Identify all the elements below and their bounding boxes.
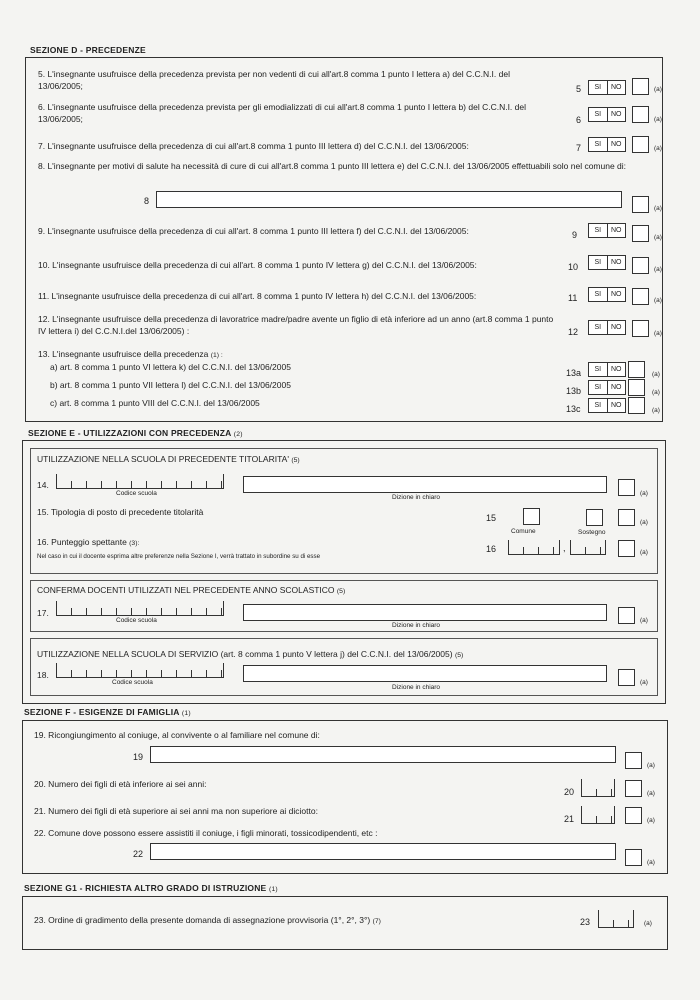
section-d-title: SEZIONE D - PRECEDENZE bbox=[30, 45, 146, 55]
item-15-comune-check[interactable] bbox=[523, 508, 540, 525]
item-21-number: 21 bbox=[564, 814, 575, 824]
item-8-check[interactable] bbox=[632, 196, 649, 213]
note-a: (a) bbox=[640, 490, 648, 497]
item-15-sostegno-check[interactable] bbox=[586, 509, 603, 526]
dizione-caption: Dizione in chiaro bbox=[392, 684, 441, 691]
section-g1-label: SEZIONE G1 - RICHIESTA ALTRO GRADO DI ISTRUZIONE bbox=[24, 883, 267, 893]
note-a: (a) bbox=[640, 519, 648, 526]
item-8-text: 8. L'insegnante per motivi di salute ha necessità di cure di cui all'art.8 comma 1 punto III lettera e) del C.C.N.I. del 13/06/2005 effettuabili solo nel comune di: bbox=[38, 161, 627, 171]
item-7-text: 7. L'insegnante usufruisce della precedenza di cui all'art.8 comma 1 punto III lettera d) del C.C.N.I. del 13/06/2005: bbox=[38, 141, 469, 151]
note-a: (a) bbox=[654, 297, 662, 304]
si-option[interactable]: SI bbox=[589, 381, 608, 394]
item-16-text bbox=[37, 536, 139, 550]
section-e-label: SEZIONE E - UTILIZZAZIONI CON PRECEDENZA bbox=[28, 428, 232, 438]
note-a: (a) bbox=[647, 817, 655, 824]
panel-2-title bbox=[37, 584, 345, 598]
note-a: (a) bbox=[640, 679, 648, 686]
item-6-number: 6 bbox=[576, 115, 582, 125]
note-a: (a) bbox=[647, 762, 655, 769]
note-a: (a) bbox=[652, 407, 660, 414]
item-12-check[interactable] bbox=[632, 320, 649, 337]
section-f-ref: (1) bbox=[181, 710, 191, 717]
item-11-si-no[interactable] bbox=[588, 287, 626, 302]
panel-2-ref: (5) bbox=[336, 588, 346, 595]
item-7-number: 7 bbox=[576, 143, 582, 153]
item-12-number: 12 bbox=[568, 327, 579, 337]
panel-1-label: UTILIZZAZIONE NELLA SCUOLA DI PRECEDENTE TITOLARITA' bbox=[37, 454, 289, 464]
item-9-number: 9 bbox=[572, 230, 578, 240]
dizione-caption: Dizione in chiaro bbox=[392, 622, 441, 629]
item-13-text bbox=[38, 348, 223, 362]
si-option[interactable]: SI bbox=[589, 81, 608, 94]
no-option[interactable]: NO bbox=[611, 384, 622, 391]
note-a: (a) bbox=[654, 145, 662, 152]
comune-caption: Comune bbox=[511, 528, 536, 535]
item-14-codice-scuola[interactable] bbox=[56, 474, 224, 489]
item-15-text: 15. Tipologia di posto di precedente titolarità bbox=[37, 507, 204, 517]
item-10-check[interactable] bbox=[632, 257, 649, 274]
item-20-value[interactable] bbox=[581, 779, 615, 797]
item-23-label: 23. Ordine di gradimento della presente domanda di assegnazione provvisoria (1°, 2°, 3°) bbox=[34, 915, 371, 925]
no-option[interactable]: NO bbox=[611, 366, 622, 373]
note-a: (a) bbox=[654, 116, 662, 123]
si-option[interactable]: SI bbox=[589, 399, 608, 412]
item-17-check[interactable] bbox=[618, 607, 635, 624]
item-20-number: 20 bbox=[564, 787, 575, 797]
item-16-decimal[interactable] bbox=[570, 540, 606, 555]
note-a: (a) bbox=[647, 859, 655, 866]
item-13-ref: (1) : bbox=[210, 352, 223, 359]
note-a: (a) bbox=[654, 234, 662, 241]
si-option[interactable]: SI bbox=[589, 108, 608, 121]
item-21-check[interactable] bbox=[625, 807, 642, 824]
item-19-check[interactable] bbox=[625, 752, 642, 769]
item-10-text: 10. L'insegnante usufruisce della precedenza di cui all'art. 8 comma 1 punto IV lettera g) del C.C.N.I. del 13/06/2005: bbox=[38, 260, 477, 270]
decimal-comma: , bbox=[563, 543, 566, 553]
si-option[interactable]: SI bbox=[589, 321, 608, 334]
note-a: (a) bbox=[654, 86, 662, 93]
item-23-text bbox=[34, 914, 381, 928]
item-18-dizione[interactable] bbox=[243, 665, 607, 682]
panel-3-title bbox=[37, 648, 463, 662]
codice-caption: Codice scuola bbox=[116, 617, 157, 624]
item-13b-number: 13b bbox=[566, 386, 582, 396]
item-10-si-no[interactable] bbox=[588, 255, 626, 270]
si-option[interactable]: SI bbox=[589, 363, 608, 376]
item-9-si-no[interactable] bbox=[588, 223, 626, 238]
item-7-si-no[interactable] bbox=[588, 137, 626, 152]
item-17-label: 17. bbox=[37, 608, 49, 618]
note-a: (a) bbox=[647, 790, 655, 797]
item-18-codice-scuola[interactable] bbox=[56, 663, 224, 678]
si-option[interactable]: SI bbox=[589, 256, 608, 269]
item-20-text: 20. Numero dei figli di età inferiore ai sei anni: bbox=[34, 779, 207, 789]
note-a: (a) bbox=[640, 617, 648, 624]
item-19-comune-field[interactable] bbox=[150, 746, 616, 763]
item-20-check[interactable] bbox=[625, 780, 642, 797]
item-14-check[interactable] bbox=[618, 479, 635, 496]
item-16-number: 16 bbox=[486, 544, 497, 554]
note-a: (a) bbox=[652, 389, 660, 396]
item-9-check[interactable] bbox=[632, 225, 649, 242]
item-22-check[interactable] bbox=[625, 849, 642, 866]
no-option[interactable]: NO bbox=[611, 227, 622, 234]
item-22-number: 22 bbox=[133, 849, 144, 859]
item-14-dizione[interactable] bbox=[243, 476, 607, 493]
item-13a-check[interactable] bbox=[628, 361, 645, 378]
item-15-check[interactable] bbox=[618, 509, 635, 526]
item-5-number: 5 bbox=[576, 84, 582, 94]
section-g1-ref: (1) bbox=[268, 886, 278, 893]
item-23-ref: (7) bbox=[372, 918, 381, 925]
no-option[interactable]: NO bbox=[611, 84, 622, 91]
item-16-ref: (3): bbox=[129, 540, 140, 547]
section-g1-title bbox=[24, 883, 278, 893]
item-18-label: 18. bbox=[37, 670, 49, 680]
item-9-text: 9. L'insegnante usufruisce della precedenza di cui all'art. 8 comma 1 punto III lettera f) del C.C.N.I. del 13/06/2005: bbox=[38, 226, 469, 236]
no-option[interactable]: NO bbox=[611, 291, 622, 298]
no-option[interactable]: NO bbox=[611, 111, 622, 118]
item-12-si-no[interactable] bbox=[588, 320, 626, 335]
item-10-number: 10 bbox=[568, 262, 579, 272]
item-18-check[interactable] bbox=[618, 669, 635, 686]
item-13a-text: a) art. 8 comma 1 punto VI lettera k) del C.C.N.I. del 13/06/2005 bbox=[50, 362, 291, 372]
item-17-dizione[interactable] bbox=[243, 604, 607, 621]
note-a: (a) bbox=[652, 371, 660, 378]
item-5-si-no[interactable] bbox=[588, 80, 626, 95]
item-19-text: 19. Ricongiungimento al coniuge, al convivente o al familiare nel comune di: bbox=[34, 730, 320, 740]
note-a: (a) bbox=[654, 205, 662, 212]
item-16-check[interactable] bbox=[618, 540, 635, 557]
item-12-text: 12. L'insegnante usufruisce della precedenza di lavoratrice madre/padre avente un figlio di età inferiore ad un anno (art.8 comma 1 punto IV lettera i) del C.C.N.I.del 13/06/2005) : bbox=[38, 314, 554, 336]
si-option[interactable]: SI bbox=[589, 288, 608, 301]
item-7-check[interactable] bbox=[632, 136, 649, 153]
item-23-number: 23 bbox=[580, 917, 591, 927]
item-13-label: 13. L'insegnante usufruisce della precedenza bbox=[38, 349, 209, 359]
item-13c-number: 13c bbox=[566, 404, 581, 414]
item-22-comune-field[interactable] bbox=[150, 843, 616, 860]
item-13c-check[interactable] bbox=[628, 397, 645, 414]
item-14-label: 14. bbox=[37, 480, 49, 490]
codice-caption: Codice scuola bbox=[116, 490, 157, 497]
no-option[interactable]: NO bbox=[611, 259, 622, 266]
note-a: (a) bbox=[640, 549, 648, 556]
item-11-text: 11. L'insegnante usufruisce della precedenza di cui all'art. 8 comma 1 punto IV lettera h) del C.C.N.I. del 13/06/2005: bbox=[38, 291, 477, 301]
item-6-check[interactable] bbox=[632, 106, 649, 123]
item-8-number: 8 bbox=[144, 196, 150, 206]
item-15-number: 15 bbox=[486, 513, 497, 523]
si-option[interactable]: SI bbox=[589, 138, 608, 151]
item-6-text: 6. L'insegnante usufruisce della precedenza prevista per gli emodializzati di cui all'art.8 comma 1 punto I lettera b) del C.C.N.I. del 13/06/2005; bbox=[38, 102, 526, 124]
section-e-title bbox=[28, 428, 243, 438]
item-11-check[interactable] bbox=[632, 288, 649, 305]
panel-1-title bbox=[37, 453, 300, 467]
item-13b-si-no[interactable] bbox=[588, 380, 626, 395]
no-option[interactable]: NO bbox=[611, 402, 622, 409]
item-13b-check[interactable] bbox=[628, 379, 645, 396]
no-option[interactable]: NO bbox=[611, 324, 622, 331]
item-11-number: 11 bbox=[568, 293, 578, 303]
section-f-title bbox=[24, 707, 191, 717]
item-17-codice-scuola[interactable] bbox=[56, 601, 224, 616]
section-f-label: SEZIONE F - ESIGENZE DI FAMIGLIA bbox=[24, 707, 180, 717]
panel-2-label: CONFERMA DOCENTI UTILIZZATI NEL PRECEDENTE ANNO SCOLASTICO bbox=[37, 585, 335, 595]
dizione-caption: Dizione in chiaro bbox=[392, 494, 441, 501]
item-5-text: 5. L'insegnante usufruisce della precedenza prevista per non vedenti di cui all'art.8 comma 1 punto I lettera a) del C.C.N.I. del 13/06/2005; bbox=[38, 69, 510, 91]
item-5-check[interactable] bbox=[632, 78, 649, 95]
panel-3-label: UTILIZZAZIONE NELLA SCUOLA DI SERVIZIO (art. 8 comma 1 punto V lettera j) del C.C.N.I. del 13/06/2005) bbox=[37, 649, 453, 659]
item-13b-text: b) art. 8 comma 1 punto VII lettera l) del C.C.N.I. del 13/06/2005 bbox=[50, 380, 291, 390]
item-13c-si-no[interactable] bbox=[588, 398, 626, 413]
item-6-si-no[interactable] bbox=[588, 107, 626, 122]
item-21-text: 21. Numero dei figli di età superiore ai sei anni ma non superiore ai diciotto: bbox=[34, 806, 318, 816]
note-a: (a) bbox=[644, 920, 652, 927]
panel-1-ref: (5) bbox=[291, 457, 300, 464]
item-13a-number: 13a bbox=[566, 368, 582, 378]
item-16-integer[interactable] bbox=[508, 540, 560, 555]
item-22-text: 22. Comune dove possono essere assistiti il coniuge, i figli minorati, tossicodipendenti, etc : bbox=[34, 828, 378, 838]
no-option[interactable]: NO bbox=[611, 141, 622, 148]
si-option[interactable]: SI bbox=[589, 224, 608, 237]
item-13a-si-no[interactable] bbox=[588, 362, 626, 377]
panel-3-ref: (5) bbox=[454, 652, 464, 659]
item-16-label: 16. Punteggio spettante bbox=[37, 537, 127, 547]
sostegno-caption: Sostegno bbox=[578, 529, 606, 536]
section-e-ref: (2) bbox=[233, 431, 243, 438]
codice-caption: Codice scuola bbox=[112, 679, 153, 686]
note-a: (a) bbox=[654, 266, 662, 273]
item-21-value[interactable] bbox=[581, 806, 615, 824]
item-13c-text: c) art. 8 comma 1 punto VIII del C.C.N.I. del 13/06/2005 bbox=[50, 398, 260, 408]
note-a: (a) bbox=[654, 330, 662, 337]
item-8-comune-field[interactable] bbox=[156, 191, 622, 208]
item-23-value[interactable] bbox=[598, 910, 634, 928]
item-19-number: 19 bbox=[133, 752, 144, 762]
item-16-note: Nel caso in cui il docente esprima altre preferenze nella Sezione I, verrà trattato in subordine su di esse bbox=[37, 553, 321, 560]
